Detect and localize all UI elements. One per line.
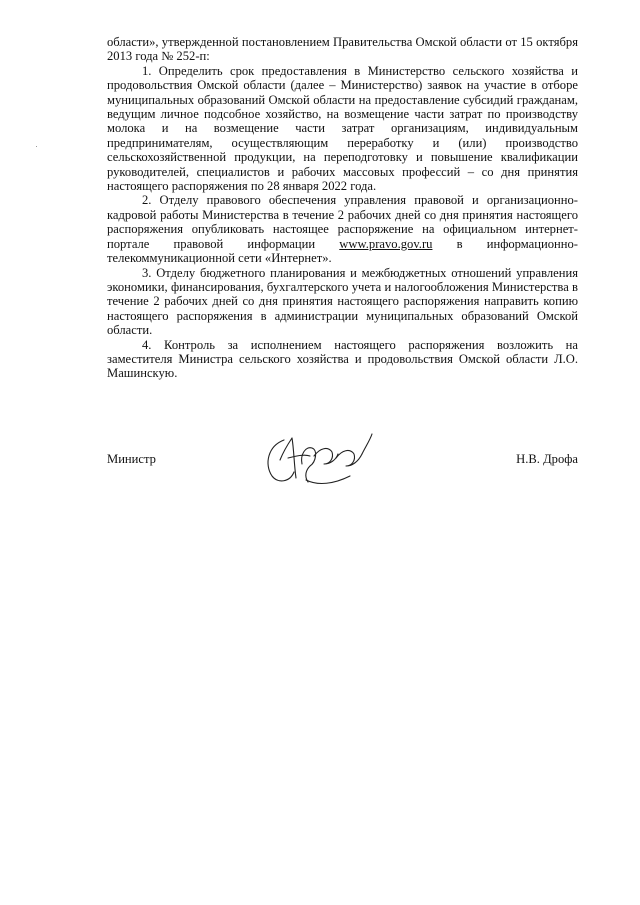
item-3-paragraph: 3. Отделу бюджетного планирования и межбюджетных отношений управления экономики, финансирования, бухгалтерского учета и налогообложения Министерства в течение 2 рабочих дней со дня принятия настоящего распоряжения направить копию настоящего распоряжения в администрации муниципальных образований Омской области.	[107, 265, 578, 338]
item-4-paragraph: 4. Контроль за исполнением настоящего распоряжения возложить на заместителя Министра сельского хозяйства и продовольствия Омской области Л.О. Машинскую.	[107, 337, 578, 381]
item-2-text-end: в информационно-телекоммуникационной сети «Интернет».	[107, 236, 578, 266]
signatory-position: Министр	[107, 452, 156, 466]
handwritten-signature	[258, 420, 378, 500]
pravo-gov-link[interactable]: www.pravo.gov.ru	[339, 236, 433, 251]
document-body	[107, 35, 578, 381]
intro-paragraph: области», утвержденной постановлением Правительства Омской области от 15 октября 2013 года № 252-п:	[107, 35, 578, 64]
scan-speck	[36, 146, 37, 147]
item-2-text-start: 2. Отделу правового обеспечения управления правовой и организационно-кадровой работы Министерства в течение 2 рабочих дней со дня принятия настоящего распоряжения опубликовать настоящее распоряжение на официальном интернет-портале правовой информации	[107, 193, 578, 251]
signatory-name: Н.В. Дрофа	[516, 452, 578, 466]
item-2-paragraph	[107, 193, 578, 265]
item-1-paragraph: 1. Определить срок предоставления в Министерство сельского хозяйства и продовольствия Омской области (далее – Министерство) заявок на участие в отборе муниципальных образований Омской области на предоставление субсидий гражданам, ведущим личное подсобное хозяйство, на возмещение части затрат по производству молока и на возмещение части затрат организациям, индивидуальным предпринимателям, осуществляющим переработку и (или) производство сельскохозяйственной продукции, на переподготовку и повышение квалификации руководителей, специалистов и рабочих массовых профессий – со дня принятия настоящего распоряжения по 28 января 2022 года.	[107, 63, 578, 194]
